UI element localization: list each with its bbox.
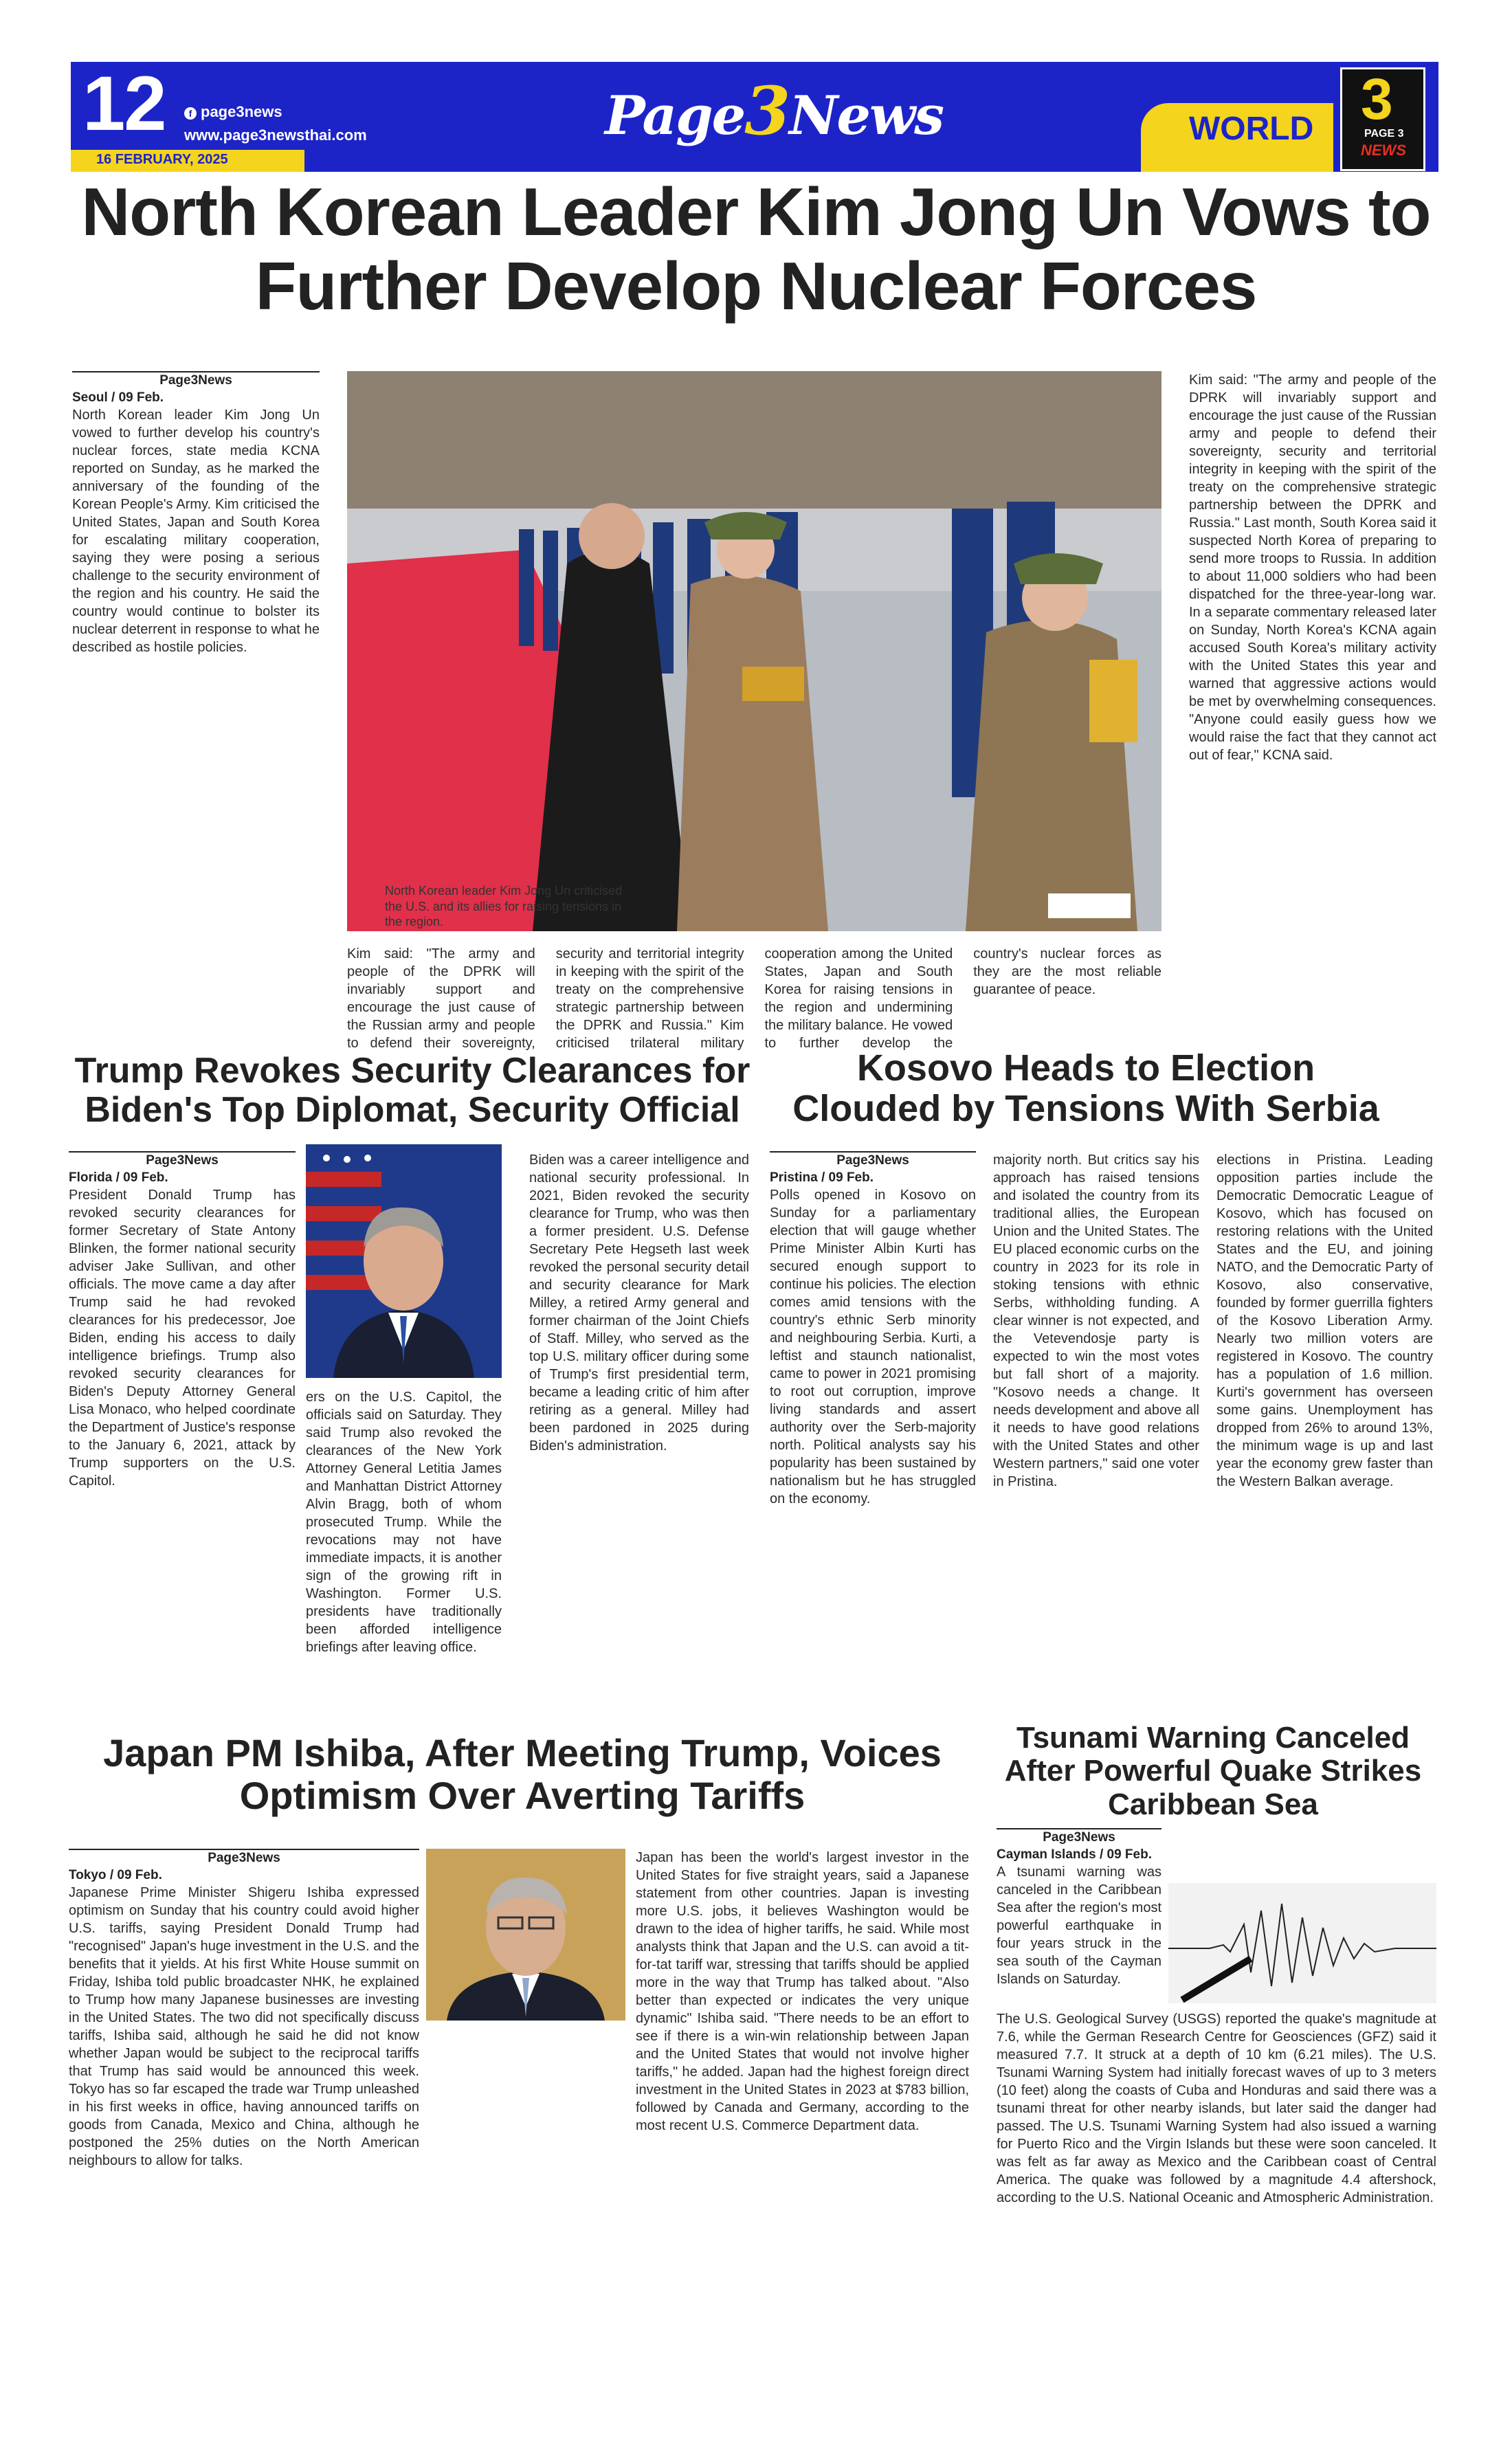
dateline: 16 FEBRUARY, 2025 <box>96 152 228 167</box>
lead-body-mid: Kim said: "The army and people of the DPRK will invariably support and encourage the just cause of the Russian army and people to defend their sovereignty, security and territorial integrity in keeping with the spirit of the treaty on the comprehensive strategic partnership between the DPRK and Russia." Kim criticised trilateral military cooperation among the United States, Japan and South Korea for raising tensions in the region and undermining the military balance. He vowed to further develop the country's nuclear forces as they are the most reliable guarantee of peace. <box>347 946 1161 1051</box>
tsunami-headline: Tsunami Warning Canceled After Powerful Quake Strikes Caribbean Sea <box>1004 1721 1422 1821</box>
blinken-photo-illustration <box>306 1144 502 1378</box>
facebook-handle[interactable] <box>184 103 282 121</box>
trump-headline: Trump Revokes Security Clearances for Biden's Top Diplomat, Security Official <box>74 1051 751 1131</box>
tsunami-place: Cayman Islands / 09 Feb. <box>997 1847 1152 1862</box>
kosovo-source: Page3News <box>836 1153 909 1168</box>
ishiba-photo-illustration <box>426 1849 625 2021</box>
kosovo-body-1: Polls opened in Kosovo on Sunday for a parliamentary election that will gauge whether Prime Minister Albin Kurti has secured enough support to continue his policies. The election comes amid tensions with the country's ethnic Serb minority and neighbouring Serbia. Kurti, a leftist and staunch nationalist, came to power in 2021 promising to root out corruption, improve living standards and assert authority over the Serb-majority north. Political analysts say his popularity has been sustained by nationalism but he has struggled on the economy. <box>770 1188 976 1507</box>
lead-headline: North Korean Leader Kim Jong Un Vows to Further Develop Nuclear Forces <box>81 174 1431 324</box>
tsunami-column-2 <box>997 2010 1436 2416</box>
trump-source: Page3News <box>146 1153 219 1168</box>
tsunami-body-2: The U.S. Geological Survey (USGS) reported the quake's magnitude at 7.6, while the German Research Centre for Geosciences (GFZ) said it measured 7.7. It struck at a depth of 10 km (6.21 miles). The U.S. Tsunami Warning System had initially forecast waves of up to 3 meters (10 feet) along the coasts of Cuba and Honduras and said there was a tsunami threat for other nearby islands, but later said the danger had passed. The U.S. Tsunami Warning System had also issued a warning for Puerto Rico and the Virgin Islands but these were soon canceled. It was felt as far away as Mexico and the Caribbean coast of Central America. The quake was followed by a magnitude 4.4 aftershock, according to the U.S. National Oceanic and Atmospheric Administration. <box>997 2012 1436 2205</box>
facebook-icon: f <box>184 107 197 120</box>
kosovo-body-3: elections in Pristina. Leading opposition parties include the Democratic Democratic League of Kosovo, which has focused on restoring relations with the United States and the EU, and joining NATO, and the Democratic Party of Kosovo, also conservative, founded by former guerrilla fighters of the Kosovo Liberation Army. Nearly two million voters are registered in Kosovo. The country has a population of 1.6 million. Kurti's government has overseen some gains. Unemployment has dropped from 26% to around 13%, the minimum wage is up and last year the economy grew faster than the Western Balkan average. <box>1216 1153 1433 1489</box>
japan-body-2: Japan has been the world's largest investor in the United States for five straight years, said a Japanese statement from other countries. Japan is investing more U.S. jobs, it believes Washington would be drawn to the idea of higher tariffs, he said. While most analysts think that Japan and the U.S. can avoid a tit-for-tat tariff war, stressing that tariffs should be applied more in the way that Trump has talked about. "Also better than expected or indicates the very unique dynamic" Ishiba said. "There needs to be an effort to see if there is a win-win relationship between Japan and the United States that would not involve higher tariffs," he added. Japan had the highest foreign direct investment in the United States in 2023 at $783 billion, followed by Canada and Germany, according to the most recent U.S. Commerce Department data. <box>636 1850 969 2133</box>
japan-place: Tokyo / 09 Feb. <box>69 1867 162 1882</box>
japan-source: Page3News <box>208 1851 280 1865</box>
trump-column-1 <box>69 1151 296 1701</box>
page-number: 12 <box>82 60 166 146</box>
japan-headline: Japan PM Ishiba, After Meeting Trump, Voices Optimism Over Averting Tariffs <box>103 1731 942 1817</box>
lead-photo <box>347 371 1161 931</box>
facebook-handle-text: page3news <box>201 103 282 120</box>
japan-body-1: Japanese Prime Minister Shigeru Ishiba expressed optimism on Sunday that his country could avoid higher U.S. tariffs, saying President Donald Trump had "recognised" Japan's huge investment in the U.S. and the benefits that it yields. At his first White House summit on Friday, Ishiba told public broadcaster NHK, he explained to Trump how many Japanese businesses are investing in the United States. The two did not specifically discuss tariffs, Ishiba said, although he said he did not know whether Japan would be subject to the reciprocal tariffs that Trump has said would be announced this week. Tokyo has so far escaped the trade war Trump unleashed in his first weeks in office, having announced tariffs on goods from Canada, Mexico and China, although he postponed the 25% duties on the North American neighbours to allow for talks. <box>69 1885 419 2169</box>
japan-column-2 <box>636 1849 969 2412</box>
trump-body-1: President Donald Trump has revoked security clearances for former Secretary of State Antony Blinken, the former national security adviser Jake Sullivan, and other officials. The move came a day after Trump said he had revoked clearances for his predecessor, Joe Biden, ending his access to daily intelligence briefings. Trump also revoked security clearances for Biden's Deputy Attorney General Lisa Monaco, who helped coordinate the Department of Justice's response to the January 6, 2021, attack by Trump supporters on the U.S. Capitol. <box>69 1188 296 1489</box>
brand-number: 3 <box>744 72 790 150</box>
trump-body-3: Biden was a career intelligence and national security professional. In 2021, Biden revoked the security clearance for Trump, who was then a former president. U.S. Defense Secretary Pete Hegseth last week revoked the personal security detail and security clearance for Mark Milley, a retired Army general and former chairman of the Joint Chiefs of Staff. Milley, who served as the top U.S. military officer during some of Trump's first presidential term, became a leading critic of him after retiring as a general. Milley had been pardoned in 2025 during Biden's administration. <box>529 1153 749 1454</box>
brand-part2: News <box>789 85 944 147</box>
page3-logo-number: 3 <box>1361 67 1393 131</box>
trump-place: Florida / 09 Feb. <box>69 1170 168 1185</box>
seismograph-photo <box>1168 1883 1436 2003</box>
lead-body-right: Kim said: "The army and people of the DPRK will invariably support and encourage the just cause of the Russian army and people to defend their sovereignty, security and territorial integrity in keeping with the spirit of the treaty on the comprehensive strategic partnership between the DPRK and Russia." Last month, South Korea said it suspected North Korea of preparing to send more troops to Russia. In addition to about 11,000 soldiers who had been dispatched for the three-year-long war. In a separate commentary released later on Sunday, North Korea's KCNA again accused South Korea's military activity with the United States this year and warned that aggressive actions would be met by overwhelming consequences. "Anyone could easily guess how we would raise the fact that they cannot act out of fear," KCNA said. <box>1189 372 1436 763</box>
page3-logo-news: NEWS <box>1361 142 1406 159</box>
section-label: WORLD <box>1189 111 1314 147</box>
kosovo-column-1 <box>770 1151 976 1701</box>
kosovo-column-2 <box>993 1151 1199 1701</box>
tsunami-body-1: A tsunami warning was canceled in the Caribbean Sea after the region's most powerful earthquake in four years struck in the sea south of the Cayman Islands on Saturday. <box>997 1865 1161 1988</box>
brand-logo <box>605 72 944 150</box>
lead-story-column-1 <box>72 371 320 1058</box>
tsunami-source: Page3News <box>1043 1830 1115 1845</box>
ishiba-photo <box>426 1849 625 2021</box>
lead-place: Seoul / 09 Feb. <box>72 390 164 405</box>
lead-source: Page3News <box>159 373 232 388</box>
blinken-photo <box>306 1144 502 1378</box>
brand-part1: Page <box>605 85 745 147</box>
trump-column-3 <box>529 1151 749 1701</box>
seismograph-illustration <box>1168 1883 1436 2003</box>
kosovo-place: Pristina / 09 Feb. <box>770 1170 874 1185</box>
kosovo-headline: Kosovo Heads to Election Clouded by Tensions With Serbia <box>792 1047 1379 1130</box>
lead-body-1: North Korean leader Kim Jong Un vowed to further develop his country's nuclear forces, state media KCNA reported on Sunday, as he marked the anniversary of the founding of the Korean People's Army. Kim criticised the United States, Japan and South Korea for escalating military cooperation, saying they were posing a serious challenge to the security environment of the region and his country. He said the country would continue to bolster its nuclear deterrent in response to what he described as hostile policies. <box>72 408 320 656</box>
tsunami-column-1 <box>997 1828 1161 2007</box>
page3-logo-text: PAGE 3 <box>1364 128 1404 140</box>
lead-photo-illustration <box>347 371 1161 931</box>
kosovo-body-2: majority north. But critics say his approach has raised tensions and isolated the country from its traditional allies, the European Union and the United States. The EU placed economic curbs on the country in 2023 for its role in stoking tensions with ethnic Serbs, withholding funding. A clear winner is not expected, and the Vetevendosje party is expected to win the most votes but fall short of a majority. "Kosovo needs a change. It needs development and above all it needs to have good relations with the United States and other Western partners," said one voter in Pristina. <box>993 1153 1199 1489</box>
website-link[interactable]: www.page3newsthai.com <box>184 126 367 144</box>
kosovo-column-3 <box>1216 1151 1433 1701</box>
japan-column-1 <box>69 1849 419 2412</box>
trump-column-2 <box>306 1388 502 1701</box>
trump-body-2: ers on the U.S. Capitol, the officials said on Saturday. They said Trump also revoked the clearances of the New York Attorney General Letitia James and Manhattan District Attorney Alvin Bragg, both of whom prosecuted Trump. While the revocations may not have immediate impacts, it is another sign of the growing rift in Washington. Former U.S. presidents have traditionally been afforded intelligence briefings after leaving office. <box>306 1390 502 1655</box>
lead-photo-caption: North Korean leader Kim Jong Un criticised the U.S. and its allies for raising tensions in the region. <box>385 884 623 928</box>
lead-story-column-right <box>1189 371 1436 1065</box>
